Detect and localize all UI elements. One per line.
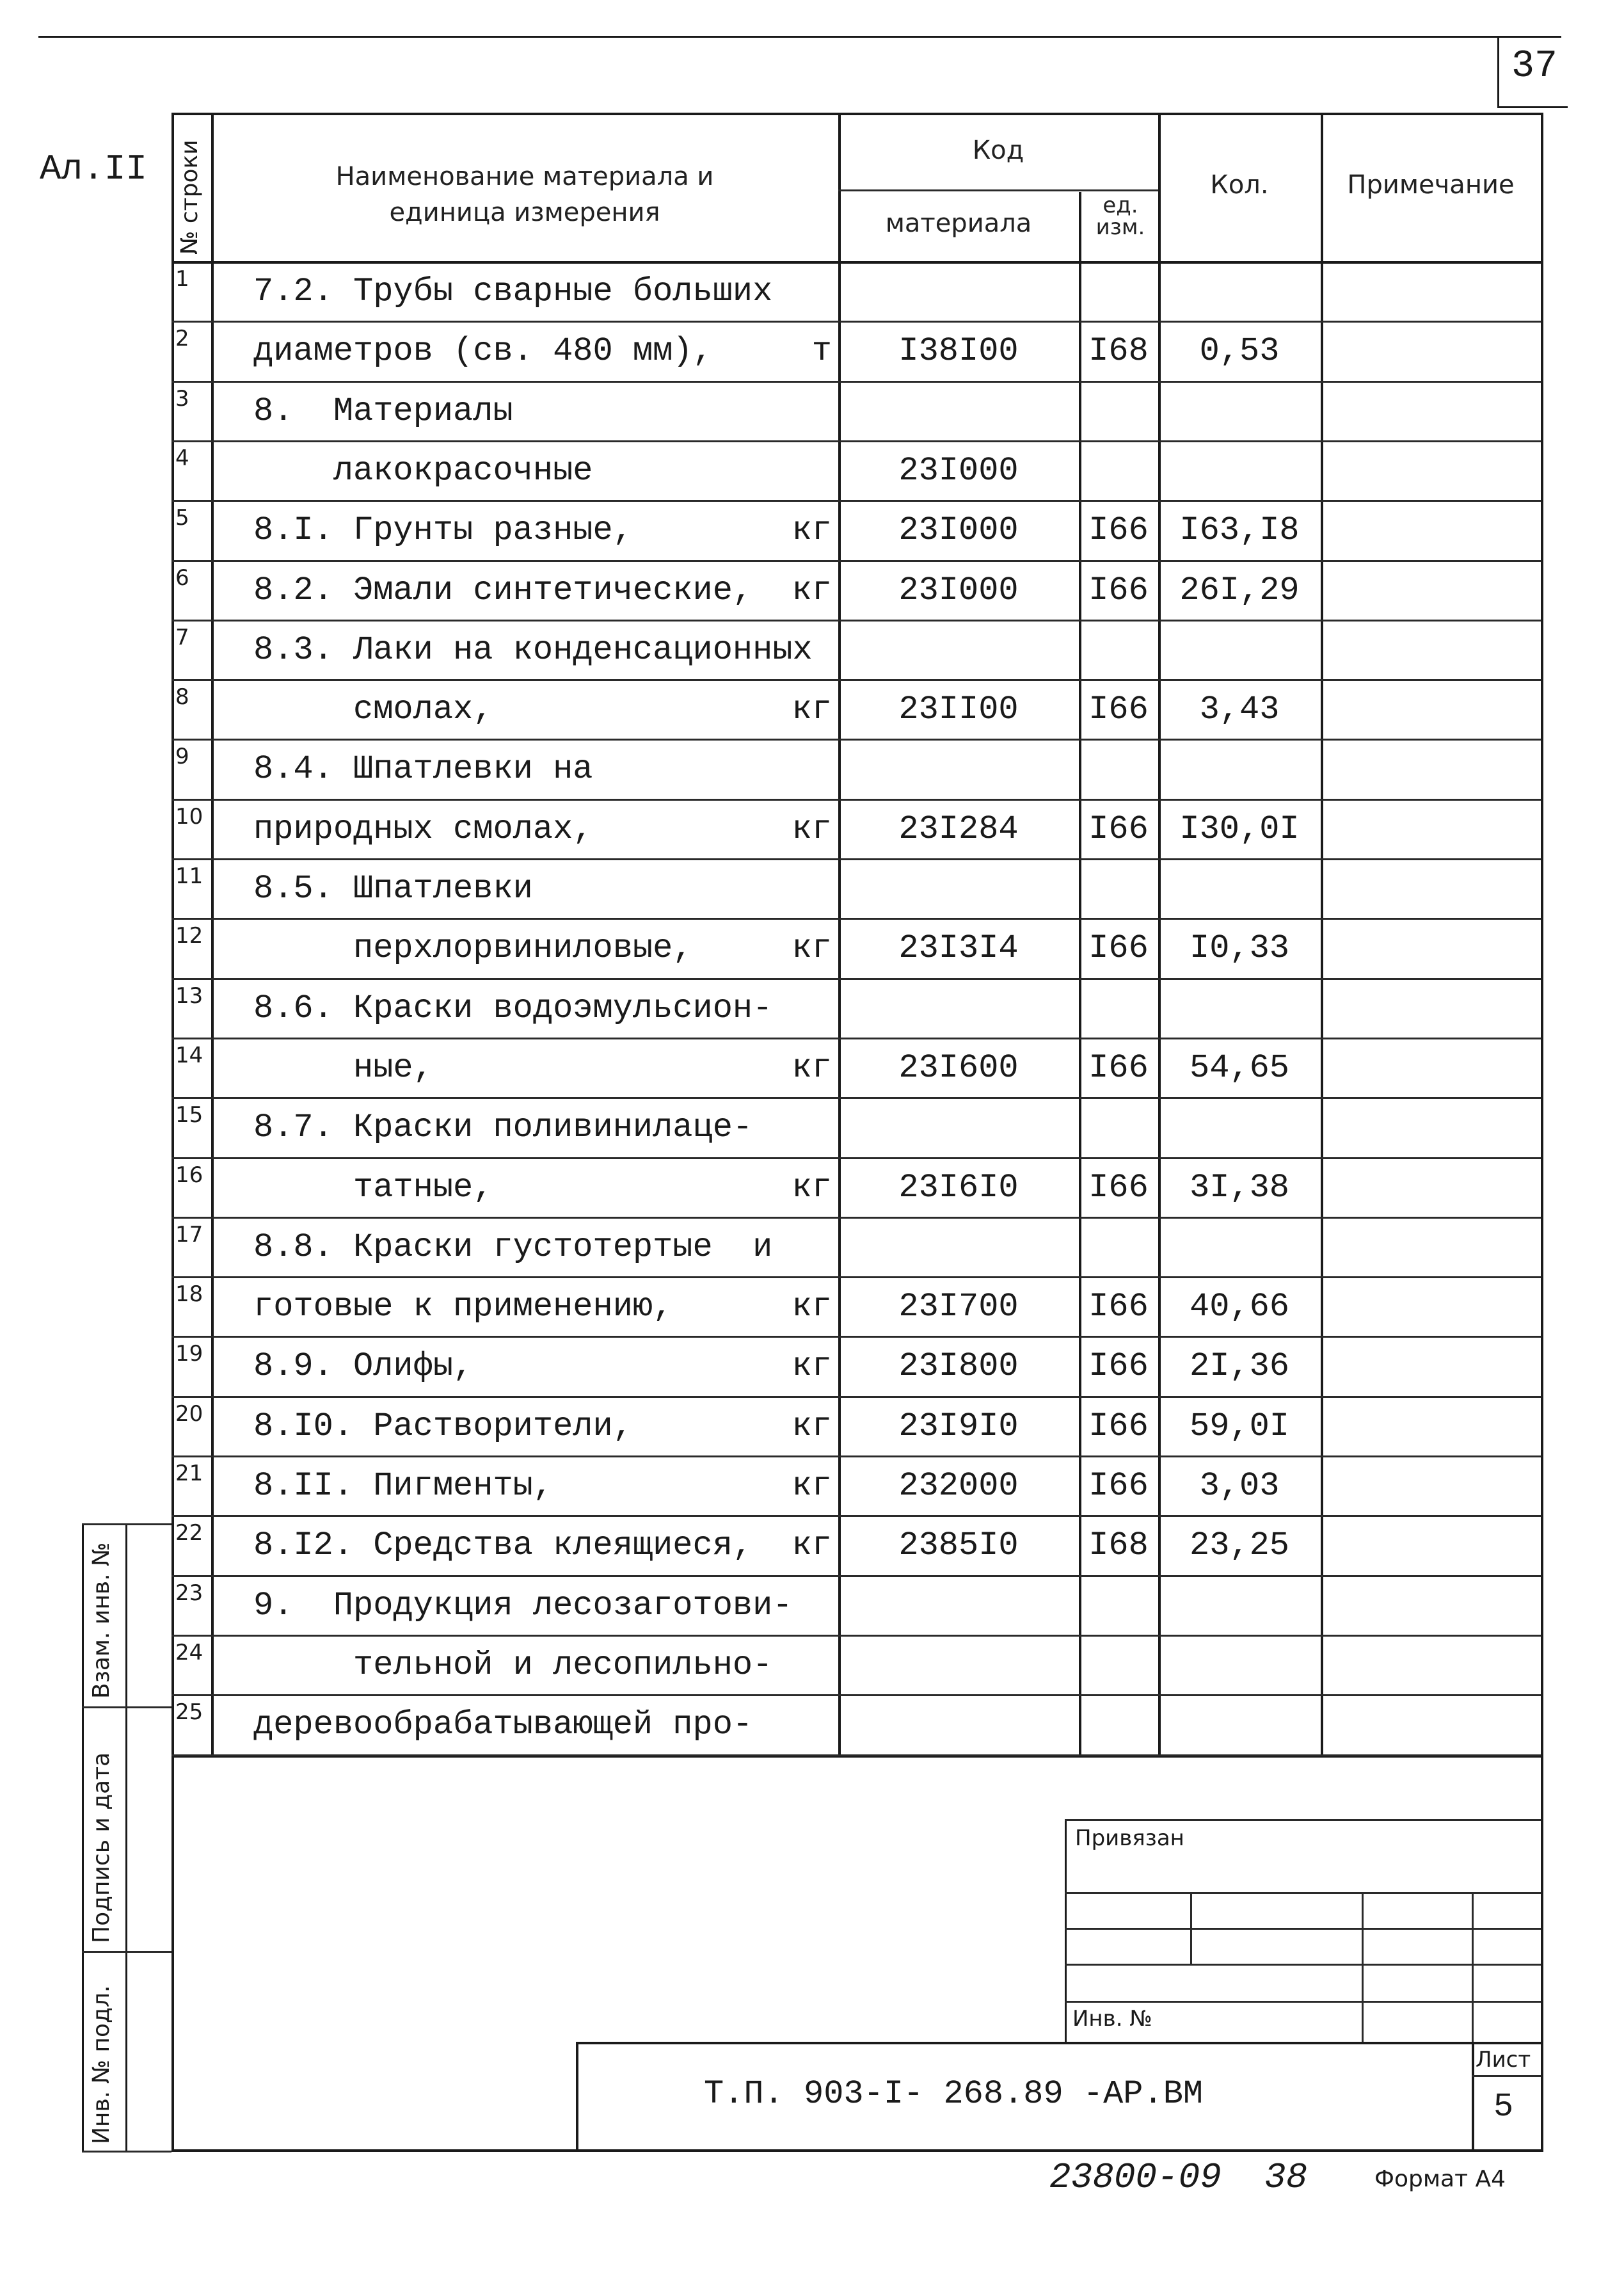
- row-number: 11: [175, 863, 203, 889]
- row-quantity: I63,I8: [1179, 511, 1300, 550]
- row-number: 23: [175, 1580, 203, 1606]
- row-number: 16: [175, 1162, 203, 1188]
- row-material-code: 232000: [898, 1467, 1019, 1505]
- row-number: 3: [175, 385, 189, 412]
- row-material-name: тельной и лесопильно-: [253, 1646, 773, 1684]
- row-divider: [171, 1754, 1541, 1756]
- row-material-code: 23II00: [898, 691, 1019, 729]
- header-code-material: материала: [885, 209, 1032, 238]
- row-number: 15: [175, 1102, 203, 1128]
- row-divider: [171, 440, 1541, 442]
- row-quantity: 54,65: [1189, 1048, 1290, 1087]
- format-label: Формат А4: [1374, 2166, 1506, 2192]
- side-strip-top: [82, 1523, 171, 1525]
- row-material-code: 23I600: [898, 1048, 1019, 1087]
- page-bottom-border: [171, 2149, 1541, 2152]
- row-unit-code: I68: [1088, 1527, 1149, 1565]
- header-qty: Кол.: [1210, 170, 1269, 200]
- row-divider: [171, 1217, 1541, 1219]
- stamp-line-4: [1065, 2001, 1541, 2003]
- row-material-name: 8.I. Грунты разные,: [253, 511, 633, 550]
- row-material-name: 8.I0. Растворители,: [253, 1407, 633, 1445]
- row-divider: [171, 1336, 1541, 1338]
- row-material-name: 7.2. Трубы сварные больших: [253, 273, 773, 310]
- row-number: 21: [175, 1461, 203, 1486]
- header-bottom-border: [171, 261, 1541, 264]
- row-unit: кг: [792, 1168, 832, 1207]
- row-material-code: 23I284: [898, 810, 1019, 848]
- row-unit: кг: [792, 1288, 832, 1326]
- sheet-box-left: [1472, 2042, 1474, 2151]
- row-unit: кг: [792, 1527, 832, 1565]
- side-strip-left: [82, 1523, 84, 2152]
- row-divider: [171, 1097, 1541, 1099]
- row-number: 12: [175, 923, 203, 949]
- row-divider: [171, 560, 1541, 562]
- row-material-name: 8.4. Шпатлевки на: [253, 750, 593, 789]
- row-unit-code: I66: [1088, 1288, 1149, 1326]
- side-label-sign-date: Подпись и дата: [88, 1752, 115, 1943]
- row-material-code: 2385I0: [898, 1527, 1019, 1565]
- row-material-name: 8.7. Краски поливинилаце-: [253, 1109, 753, 1147]
- header-note: Примечание: [1347, 170, 1515, 200]
- row-unit-code: I66: [1088, 691, 1149, 729]
- row-divider: [171, 381, 1541, 383]
- stamp-bound-label: Привязан: [1075, 1825, 1184, 1851]
- row-divider: [171, 679, 1541, 681]
- sheet-box-split: [1472, 2075, 1541, 2077]
- row-unit-code: I66: [1088, 511, 1149, 550]
- row-number: 13: [175, 982, 203, 1009]
- row-number: 17: [175, 1221, 203, 1247]
- code-header-split: [838, 189, 1158, 191]
- side-label-replace-inv: Взам. инв. №: [88, 1542, 115, 1699]
- row-quantity: 40,66: [1189, 1288, 1290, 1326]
- row-material-code: 23I000: [898, 451, 1019, 490]
- row-number: 14: [175, 1042, 203, 1068]
- sheet-number: 5: [1493, 2088, 1514, 2126]
- row-material-code: 23I3I4: [898, 929, 1019, 968]
- row-quantity: I0,33: [1189, 929, 1290, 968]
- page-number-divider: [1497, 36, 1499, 106]
- row-material-code: 23I6I0: [898, 1168, 1019, 1207]
- row-number: 19: [175, 1341, 203, 1367]
- row-unit-code: I66: [1088, 1168, 1149, 1207]
- header-code-unit: ед. изм.: [1095, 193, 1145, 240]
- row-divider: [171, 918, 1541, 920]
- row-divider: [171, 739, 1541, 741]
- code-col-border: [1079, 192, 1081, 1755]
- row-unit: кг: [792, 1048, 832, 1087]
- top-rule: [38, 36, 1561, 38]
- row-divider: [171, 1157, 1541, 1159]
- row-quantity: 59,0I: [1189, 1407, 1290, 1445]
- sheet-label: Лист: [1476, 2047, 1531, 2073]
- row-unit-code: I66: [1088, 571, 1149, 609]
- stamp-line-2: [1065, 1928, 1541, 1930]
- row-number: 22: [175, 1520, 203, 1546]
- row-material-name: татные,: [253, 1168, 493, 1207]
- row-quantity: 3I,38: [1189, 1168, 1290, 1207]
- row-number: 1: [175, 266, 189, 292]
- row-quantity: 0,53: [1199, 332, 1280, 371]
- stamp-top: [1065, 1819, 1541, 1821]
- row-number: 20: [175, 1400, 203, 1427]
- row-material-name: 9. Продукция лесозаготови-: [253, 1586, 793, 1624]
- row-quantity: I30,0I: [1179, 810, 1300, 848]
- row-divider: [171, 1455, 1541, 1457]
- stamp-line-3: [1065, 1964, 1541, 1966]
- side-label-inv-orig: Инв. № подл.: [88, 1985, 115, 2144]
- row-unit-code: I66: [1088, 1467, 1149, 1505]
- page-number: 37: [1511, 45, 1558, 88]
- row-unit: кг: [792, 929, 832, 968]
- table-top-border: [171, 113, 1541, 115]
- row-number: 8: [175, 684, 189, 710]
- side-strip-split-2: [82, 1951, 171, 1953]
- row-number: 18: [175, 1281, 203, 1308]
- row-unit: кг: [792, 571, 832, 609]
- stamp-line-1: [1065, 1892, 1541, 1894]
- row-divider: [171, 620, 1541, 621]
- row-number: 5: [175, 505, 189, 531]
- table-right-border: [1541, 113, 1543, 2152]
- row-number: 24: [175, 1639, 203, 1665]
- row-unit-code: I66: [1088, 1048, 1149, 1087]
- table-left-border: [171, 113, 174, 2152]
- row-number: 4: [175, 445, 189, 471]
- row-quantity: 3,43: [1199, 691, 1280, 729]
- order-number: 23800-09 38: [1049, 2157, 1308, 2198]
- row-number: 10: [175, 803, 203, 830]
- stamp-col-2: [1362, 1892, 1364, 2042]
- side-strip-bottom: [82, 2151, 171, 2153]
- row-number: 6: [175, 565, 189, 591]
- row-unit-code: I66: [1088, 929, 1149, 968]
- header-code: Код: [972, 136, 1024, 165]
- row-unit-code: I66: [1088, 1407, 1149, 1445]
- row-material-name: 8. Материалы: [253, 392, 513, 430]
- row-material-name: 8.5. Шпатлевки: [253, 870, 533, 908]
- row-divider: [171, 978, 1541, 980]
- doc-code: Т.П. 903-I- 268.89 -АР.ВМ: [704, 2075, 1204, 2113]
- row-quantity: 2I,36: [1189, 1347, 1290, 1386]
- header-row-number: № строки: [177, 140, 203, 255]
- row-number: 25: [175, 1699, 203, 1726]
- stamp-left-border: [1065, 1819, 1067, 2042]
- row-unit: кг: [792, 1467, 832, 1505]
- row-material-name: 8.6. Краски водоэмульсион-: [253, 989, 773, 1027]
- row-material-code: 23I000: [898, 511, 1019, 550]
- row-divider: [171, 799, 1541, 801]
- qty-col-border: [1321, 113, 1323, 1755]
- page-number-underline: [1497, 106, 1568, 108]
- stamp-inv-label: Инв. №: [1072, 2006, 1152, 2032]
- row-quantity: 3,03: [1199, 1467, 1280, 1505]
- rownum-col-border: [211, 113, 214, 1755]
- row-number: 9: [175, 744, 189, 770]
- appendix-label: Ал.II: [40, 148, 148, 189]
- row-number: 7: [175, 624, 189, 650]
- row-material-code: 23I9I0: [898, 1407, 1019, 1445]
- row-unit: кг: [792, 810, 832, 848]
- row-divider: [171, 500, 1541, 502]
- row-unit: кг: [792, 511, 832, 550]
- row-material-name: 8.I2. Средства клеящиеся,: [253, 1527, 753, 1565]
- row-material-code: 23I800: [898, 1347, 1019, 1386]
- row-divider: [171, 1635, 1541, 1637]
- row-quantity: 23,25: [1189, 1527, 1290, 1565]
- row-divider: [171, 1276, 1541, 1278]
- row-material-code: 23I700: [898, 1288, 1019, 1326]
- doc-code-top: [576, 2042, 1541, 2044]
- row-unit: кг: [792, 691, 832, 729]
- side-strip-split-1: [82, 1706, 171, 1708]
- row-material-name: диаметров (св. 480 мм),: [253, 332, 713, 371]
- row-divider: [171, 1396, 1541, 1398]
- doc-code-left: [576, 2042, 578, 2151]
- row-material-code: 23I000: [898, 571, 1019, 609]
- row-material-name: 8.3. Лаки на конденсационных: [253, 630, 813, 669]
- stamp-col-1: [1190, 1892, 1192, 1965]
- row-unit-code: I68: [1088, 332, 1149, 371]
- row-material-name: 8.8. Краски густотертые и: [253, 1228, 773, 1266]
- header-material-name: Наименование материала и единица измерения: [335, 162, 714, 227]
- row-material-name: 8.9. Олифы,: [253, 1347, 474, 1386]
- row-material-name: природных смолах,: [253, 810, 593, 848]
- stamp-col-3: [1472, 1892, 1474, 2042]
- row-number: 2: [175, 326, 189, 352]
- row-material-name: лакокрасочные: [253, 451, 593, 490]
- row-unit-code: I66: [1088, 810, 1149, 848]
- row-unit: кг: [792, 1347, 832, 1386]
- row-divider: [171, 1038, 1541, 1039]
- row-material-name: смолах,: [253, 691, 493, 729]
- row-divider: [171, 1575, 1541, 1577]
- row-unit: кг: [792, 1407, 832, 1445]
- row-material-code: I38I00: [898, 332, 1019, 371]
- row-unit-code: I66: [1088, 1347, 1149, 1386]
- row-divider: [171, 858, 1541, 860]
- row-material-name: перхлорвиниловые,: [253, 929, 693, 968]
- row-material-name: готовые к применению,: [253, 1288, 673, 1326]
- row-material-name: 8.2. Эмали синтетические,: [253, 571, 753, 609]
- row-material-name: деревообрабатывающей про-: [253, 1706, 753, 1744]
- row-material-name: 8.II. Пигменты,: [253, 1467, 553, 1505]
- row-material-name: ные,: [253, 1048, 433, 1087]
- row-divider: [171, 321, 1541, 323]
- row-unit: т: [811, 332, 832, 371]
- side-strip-mid: [125, 1523, 127, 2152]
- row-divider: [171, 1694, 1541, 1696]
- row-quantity: 26I,29: [1179, 571, 1300, 609]
- row-divider: [171, 1515, 1541, 1517]
